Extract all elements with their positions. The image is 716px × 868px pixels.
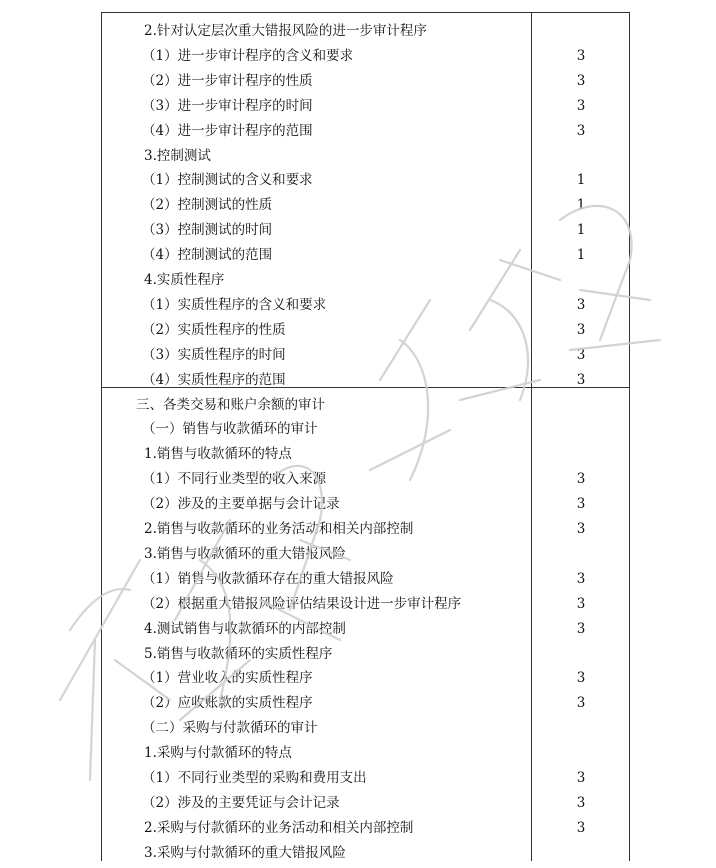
table-row: [0, 218, 716, 243]
row-value: 1: [576, 247, 586, 264]
row-label: （4）控制测试的范围: [142, 247, 273, 264]
row-value: 3: [576, 47, 586, 64]
row-value: 3: [576, 72, 586, 89]
table-row: [0, 542, 716, 567]
row-label: （2）控制测试的性质: [142, 197, 273, 214]
row-value: 3: [576, 670, 586, 687]
row-value: 3: [576, 346, 586, 363]
table-row: [0, 417, 716, 442]
row-label: （2）涉及的主要凭证与会计记录: [142, 794, 340, 811]
row-label: 2.销售与收款循环的业务活动和相关内部控制: [144, 521, 414, 537]
table-row: [0, 368, 716, 393]
row-value: 3: [576, 122, 586, 139]
row-label: （3）进一步审计程序的时间: [142, 97, 313, 114]
row-label: （1）不同行业类型的收入来源: [142, 471, 327, 488]
table-row: [0, 592, 716, 617]
row-label: 1.采购与付款循环的特点: [144, 745, 292, 762]
row-label: （1）进一步审计程序的含义和要求: [142, 47, 354, 64]
row-label: 3.采购与付款循环的重大错报风险: [144, 844, 346, 861]
row-label: 3.控制测试: [144, 147, 211, 164]
row-value: 3: [576, 521, 586, 537]
row-value: 3: [576, 819, 586, 836]
row-label: （2）实质性程序的性质: [142, 321, 286, 338]
table-row: [0, 666, 716, 691]
table-row: [0, 318, 716, 343]
table-row: [0, 816, 716, 841]
row-value: 3: [576, 570, 586, 587]
row-label: （3）实质性程序的时间: [142, 346, 286, 363]
row-label: （二）采购与付款循环的审计: [142, 720, 318, 737]
table-row: [0, 492, 716, 517]
row-value: 3: [576, 770, 586, 786]
row-label: （一）销售与收款循环的审计: [142, 421, 318, 438]
row-label: （1）控制测试的含义和要求: [142, 172, 313, 189]
row-label: （1）实质性程序的含义和要求: [142, 296, 327, 313]
table-row: [0, 94, 716, 119]
row-label: 1.销售与收款循环的特点: [144, 446, 292, 463]
table-row: [0, 268, 716, 293]
row-label: 3.销售与收款循环的重大错报风险: [144, 545, 346, 562]
row-label: （1）销售与收款循环存在的重大错报风险: [142, 570, 394, 587]
row-value: 3: [576, 371, 586, 388]
row-value: 1: [576, 172, 586, 189]
row-value: 3: [576, 321, 586, 338]
table-row: [0, 517, 716, 542]
table-row: [0, 168, 716, 193]
table-row: [0, 193, 716, 218]
row-value: 3: [576, 595, 586, 612]
row-label: （2）应收账款的实质性程序: [142, 695, 313, 712]
table-row: [0, 393, 716, 418]
table-row: [0, 642, 716, 667]
row-label: 5.销售与收款循环的实质性程序: [144, 645, 333, 662]
row-label: 4.测试销售与收款循环的内部控制: [144, 620, 346, 637]
table-row: [0, 567, 716, 592]
table-row: [0, 69, 716, 94]
table-row: [0, 119, 716, 144]
row-label: （2）根据重大错报风险评估结果设计进一步审计程序: [142, 595, 462, 612]
table-row: [0, 343, 716, 368]
row-label: （1）营业收入的实质性程序: [142, 670, 313, 687]
row-value: 3: [576, 794, 586, 811]
row-label: （2）进一步审计程序的性质: [142, 72, 313, 89]
table-row: [0, 691, 716, 716]
table-row: [0, 741, 716, 766]
row-value: 1: [576, 197, 586, 214]
table-row: [0, 716, 716, 741]
table-row: [0, 766, 716, 791]
row-label: （4）实质性程序的范围: [142, 371, 286, 388]
row-label: （1）不同行业类型的采购和费用支出: [142, 770, 367, 786]
table-row: [0, 44, 716, 69]
row-label: （3）控制测试的时间: [142, 222, 273, 239]
table-row: [0, 293, 716, 318]
row-label: 4.实质性程序: [144, 272, 225, 288]
row-label: （2）涉及的主要单据与会计记录: [142, 496, 340, 513]
table-row: [0, 467, 716, 492]
row-label: 2.采购与付款循环的业务活动和相关内部控制: [144, 819, 414, 836]
row-label: 2.针对认定层次重大错报风险的进一步审计程序: [144, 23, 427, 39]
table-row: [0, 19, 716, 44]
table-row: [0, 243, 716, 268]
row-value: 3: [576, 97, 586, 114]
table-row: [0, 442, 716, 467]
row-value: 3: [576, 496, 586, 513]
row-value: 3: [576, 471, 586, 488]
table-row: [0, 617, 716, 642]
row-label: （4）进一步审计程序的范围: [142, 122, 313, 139]
row-label: 三、各类交易和账户余额的审计: [136, 396, 325, 413]
table-row: [0, 144, 716, 169]
row-value: 3: [576, 695, 586, 712]
row-value: 1: [576, 222, 586, 239]
row-value: 3: [576, 296, 586, 313]
row-value: 3: [576, 620, 586, 637]
table-row: [0, 791, 716, 816]
table-row: [0, 841, 716, 866]
